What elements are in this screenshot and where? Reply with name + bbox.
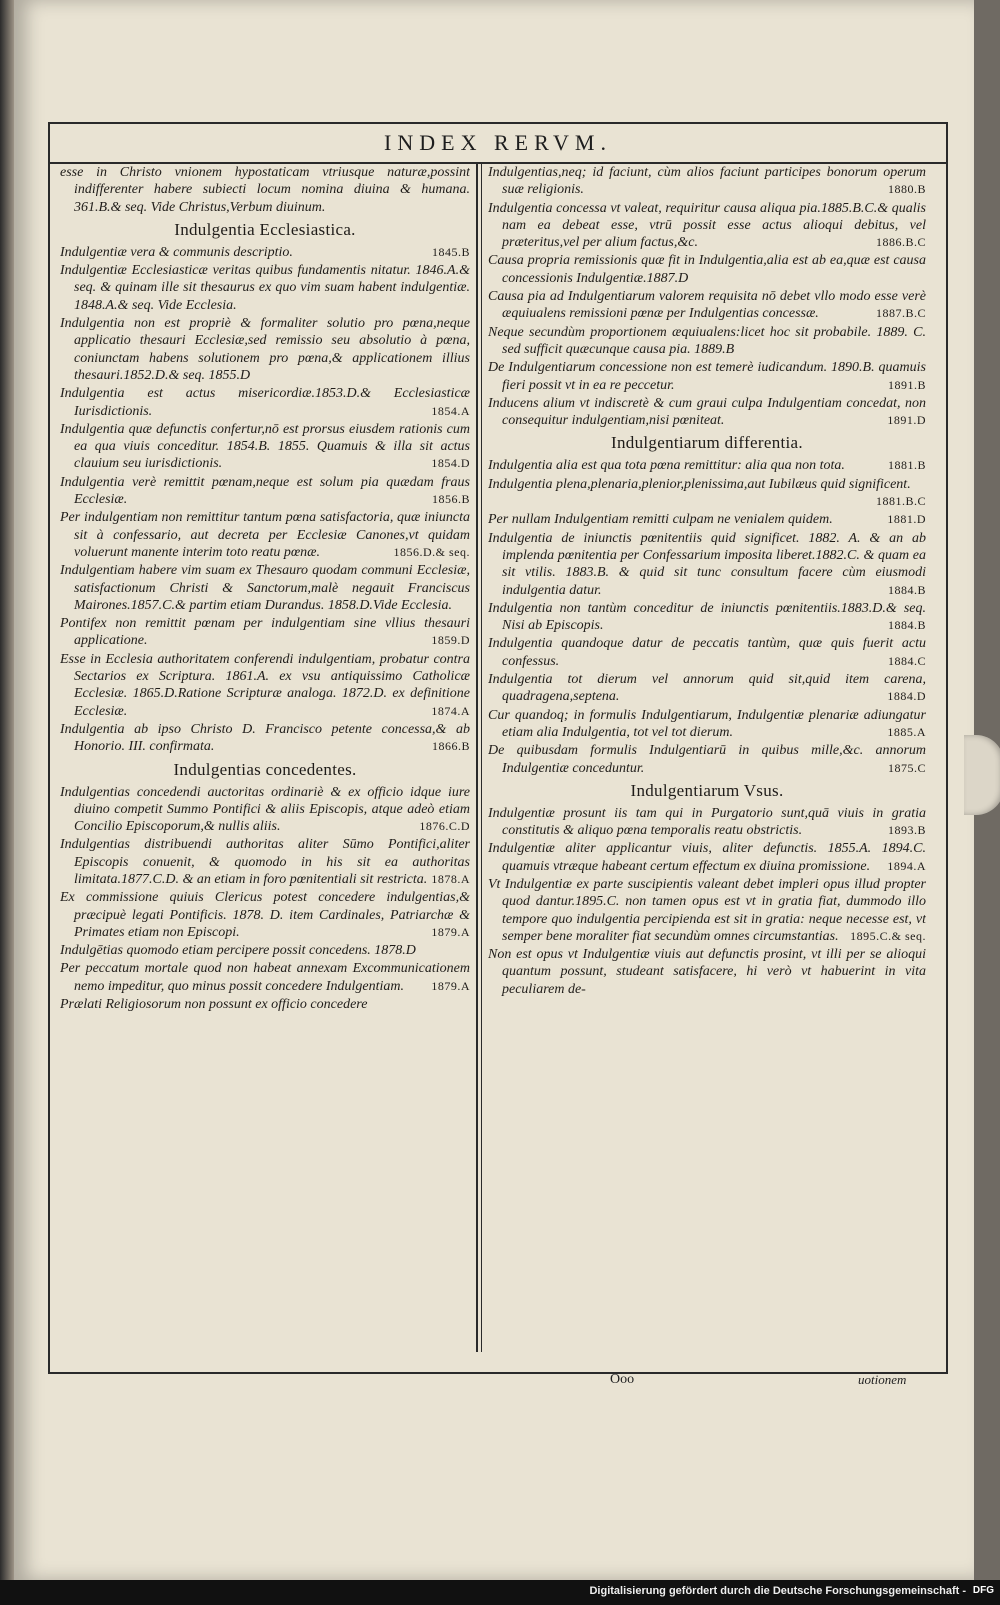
entry-text: Causa pia ad Indulgentiarum valorem requisita nō debet vllo modo esse verè æquiualens remissioni pœnæ per Indulgentias concessæ. (488, 289, 926, 322)
right-column (488, 164, 926, 1352)
section-heading: Indulgentias concedentes. (173, 759, 357, 779)
entry-text: esse in Christo vnionem hypostaticam vtriusque naturæ,possint indifferenter habere subiecti locum nomina diuina & humana. 361.B.& seq. Vide Christus,Verbum diuinum. (60, 165, 470, 215)
entry-reference: 1875.C (887, 760, 926, 775)
section-heading: Indulgentia Ecclesiastica. (174, 219, 356, 239)
entry-reference: 1854.D (431, 456, 470, 471)
entry-reference: 1845.B (431, 244, 470, 259)
index-entry (488, 707, 926, 742)
index-entry (488, 288, 926, 323)
entry-text: Indulgentias distribuendi authoritas aliter Sūmo Pontifici,aliter Episcopis conuenit, & quomodo in his sit ea authoritas limitata.1877.C.D. & an etiam in foro pœnitentiali sit restricta. (60, 837, 470, 887)
index-entry (60, 509, 470, 561)
left-column (60, 164, 470, 1352)
entry-text: Indulgentia verè remittit pœnam,neque est solum pia quædam fraus Ecclesiæ. (60, 474, 470, 508)
entry-text: Inducens alium vt indiscretè & cum graui culpa Indulgentiam concedat, non consequitur indulgentiam,nisi pœniteat. (488, 395, 926, 429)
entry-reference: 1891.D (887, 413, 926, 428)
index-entry (488, 395, 926, 430)
entry-text: Per peccatum mortale quod non habeat annexam Excommunicationem nemo impeditur, quo minus possit concedere Indulgentiam. (60, 961, 470, 994)
entry-reference: 1879.A (431, 978, 470, 993)
signature-mark: Ooo (610, 1372, 635, 1387)
entry-text: Per nullam Indulgentiam remitti culpam ne venialem quidem. (488, 512, 833, 528)
catchword: uotionem (858, 1372, 907, 1387)
column-rule (476, 164, 478, 1352)
index-entry (488, 530, 926, 599)
entry-reference: 1881.B.C (875, 494, 926, 509)
index-entry (488, 457, 926, 474)
entry-reference: 1886.B.C (875, 235, 926, 250)
index-entry (60, 784, 470, 836)
index-entry (60, 164, 470, 216)
index-entry (488, 252, 926, 287)
page-title: INDEX RERVM. (384, 130, 612, 155)
index-entry (488, 164, 926, 199)
index-entry (60, 315, 470, 384)
index-entry (488, 476, 926, 511)
index-entry (488, 805, 926, 840)
entry-text: Indulgentia non est propriè & formaliter solutio pro pœna,neque applicatio thesauri Ecclesiæ,sed remissio seu absolutio à pœna, coniunctam habens solutionem pro pœna,& applicationem illius thesauri.1852.D.& seq. 1855.D (60, 316, 470, 383)
entry-text: Indulgentia de iniunctis pœnitentiis quid significet. 1882. A. & an ab implenda pœnitentia per Confessarium imposita liberet.1882.C. & quam ea sit vtilis. 1883.B. & quid sit tunc consultum facere cùm eiusmodi indulgentia datur. (488, 530, 926, 598)
index-entry (488, 840, 926, 875)
index-entry (488, 671, 926, 706)
index-entry (60, 996, 470, 1013)
entry-text: Indulgentiam habere vim suam ex Thesauro quodam communi Ecclesiæ, satisfactionum Christi & Sanctorum,malè negauit Franciscus Mairones.1857.C.& partim etiam Durandus. 1858.D.Vide Ecclesia. (60, 563, 470, 613)
entry-text: Cur quandoq; in formulis Indulgentiarum, Indulgentiæ plenariæ adiungatur etiam alia Indulgentia, tot vel tot dierum. (488, 707, 926, 740)
entry-text: Vt Indulgentiæ ex parte suscipientis valeant debet impleri opus illud propter quod dantur.1895.C. non tamen opus est vt in gratia fiat, dummodo illo tempore quo indulgentia percipienda est sit in gratia: neque necesse est, vt semper bene moraliter fiat secundùm omnes circumstantias. (488, 876, 926, 944)
index-entry (488, 511, 926, 528)
index-entry (488, 742, 926, 777)
entry-text: Per indulgentiam non remittitur tantum pœna satisfactoria, quæ iniuncta sit à confessario, aut decreta per Ecclesiæ Canones,vt quidam voluerunt manente interim toto reatu pœnæ. (60, 510, 470, 560)
entry-reference: 1893.B (887, 823, 926, 838)
index-entry (60, 385, 470, 420)
text-frame (48, 122, 948, 1374)
entry-reference: 1856.B (431, 492, 470, 507)
entry-text: Prælati Religiosorum non possunt ex officio concedere (60, 997, 368, 1013)
index-entry (488, 324, 926, 359)
entry-text: Indulgentia quæ defunctis confertur,nō est prorsus eiusdem rationis cum ea qua viuis conceditur. 1854.B. 1855. Quamuis & illa sit actus clauium seu iurisdictionis. (60, 421, 470, 472)
entry-text: Pontifex non remittit pœnam per indulgentiam sine vllius thesauri applicatione. (60, 616, 470, 649)
entry-reference: 1885.A (887, 724, 926, 739)
entry-text: Indulgētias quomodo etiam percipere possit concedens. 1878.D (60, 943, 416, 959)
section-heading: Indulgentiarum Vsus. (630, 780, 784, 800)
entry-text: Indulgentiæ aliter applicantur viuis, aliter defunctis. 1855.A. 1894.C. quamuis vtræque habeant certum effectum ex diuina promissione. (488, 841, 926, 874)
entry-reference: 1854.A (431, 403, 470, 418)
index-entry (60, 474, 470, 509)
entry-reference: 1880.B (887, 182, 926, 197)
entry-reference: 1866.B (431, 739, 470, 754)
entry-reference: 1884.C (887, 653, 926, 668)
entry-text: De quibusdam formulis Indulgentiarū in quibus mille,&c. annorum Indulgentiæ conceduntur. (488, 743, 926, 776)
entry-text: Indulgentia ab ipso Christo D. Francisco petente concessa,& ab Honorio. III. confirmata. (60, 721, 470, 755)
index-entry (60, 651, 470, 720)
entry-reference: 1879.A (431, 924, 470, 939)
index-entry (60, 421, 470, 473)
index-entry (488, 876, 926, 945)
entry-reference: 1878.A (431, 871, 470, 886)
entry-reference: 1859.D (431, 633, 470, 648)
index-entry (488, 635, 926, 670)
entry-reference: 1884.B (887, 618, 926, 633)
entry-text: Indulgentia concessa vt valeat, requiritur causa aliqua pia.1885.B.C.& qualis nam ea debeat esse, vtrū possit esse actus alioqui debitus, vel præteritus,vel per alium factus,&c. (488, 200, 926, 251)
index-entry (60, 721, 470, 756)
index-entry (60, 889, 470, 941)
entry-text: Ex commissione quiuis Clericus potest concedere indulgentias,& præcipuè legati Pontificis. 1878. D. item Cardinales, Patriarchæ & Primates etiam non Episcopi. (60, 890, 470, 940)
entry-reference: 1891.B (887, 377, 926, 392)
entry-reference: 1894.A (887, 858, 926, 873)
entry-text: Esse in Ecclesia authoritatem conferendi indulgentiam, probatur contra Sectarios ex Scriptura. 1861.A. ex vsu antiquissimo Catholicæ Ecclesiæ. 1865.D.Ratione Scripturæ analoga. 1872.D. ex definitione Ecclesiæ. (60, 651, 470, 719)
index-entry (60, 960, 470, 995)
index-entry (60, 262, 470, 314)
index-entry (60, 244, 470, 261)
digitization-credit-bar (0, 1580, 1000, 1605)
entry-text: Neque secundùm proportionem æquiualens:licet hoc sit probabile. 1889. C. sed sufficit quæcunque causa pia. 1889.B (488, 324, 926, 357)
entry-text: Causa propria remissionis quæ fit in Indulgentia,alia est ab ea,quæ est causa concessionis Indulgentiæ.1887.D (488, 253, 926, 286)
index-entry (60, 836, 470, 888)
entry-text: Indulgentiæ vera & communis descriptio. (60, 244, 293, 260)
entry-text: Indulgentia non tantùm conceditur de iniunctis pœnitentiis.1883.D.& seq. Nisi ab Episcopis. (488, 600, 926, 634)
entry-text: Indulgentiæ Ecclesiasticæ veritas quibus fundamentis nitatur. 1846.A.& seq. & quinam ille sit thesaurus ex quo vim suam habent indulgentiæ. 1848.A.& seq. Vide Ecclesia. (60, 263, 470, 313)
index-entry (60, 615, 470, 650)
entry-reference: 1874.A (431, 703, 470, 718)
entry-reference: 1856.D.& seq. (393, 544, 470, 559)
index-entry (488, 200, 926, 252)
entry-text: Indulgentiæ prosunt iis tam qui in Purgatorio sunt,quā viuis in gratia constitutis & aliquo pœna temporalis reatu obstrictis. (488, 805, 926, 839)
entry-text: Indulgentias,neq; id faciunt, cùm alios faciunt participes bonorum operum suæ religionis. (488, 165, 926, 198)
entry-reference: 1895.C.& seq. (850, 928, 926, 943)
entry-text: Indulgentia quandoque datur de peccatis tantùm, quæ quis fuerit actu confessus. (488, 636, 926, 669)
entry-text: Indulgentia alia est qua tota pœna remittitur: alia qua non tota. (488, 458, 845, 474)
running-header (50, 124, 946, 164)
entry-text: Indulgentia tot dierum vel annorum quid sit,quid item carena, quadragena,septena. (488, 672, 926, 705)
index-entry (60, 942, 470, 959)
credit-text: Digitalisierung gefördert durch die Deutsche Forschungsgemeinschaft - (589, 1585, 966, 1597)
entry-text: Non est opus vt Indulgentiæ viuis aut defunctis prosint, vt illi per se alioqui quantum possunt, studeant satisfacere, hi verò vt habuerint in vita peculiarem de- (488, 947, 926, 997)
index-entry (488, 946, 926, 998)
index-entry (60, 562, 470, 614)
entry-reference: 1876.C.D (419, 819, 470, 834)
entry-text: Indulgentias concedendi auctoritas ordinariè & ex officio idque iure diuino competit Summo Pontifici & aliis Episcopis, atque adeò etiam Concilio Episcoporum,& nullis aliis. (60, 784, 470, 835)
entry-text: Indulgentia est actus misericordiæ.1853.D.& Ecclesiasticæ Iurisdictionis. (60, 386, 470, 419)
entry-text: De Indulgentiarum concessione non est temerè iudicandum. 1890.B. quamuis fieri possit vt in ea re peccetur. (488, 360, 926, 393)
index-entry (488, 600, 926, 635)
column-rule (481, 164, 482, 1352)
entry-reference: 1884.B (887, 582, 926, 597)
page-tab (964, 735, 1000, 815)
index-entry (488, 359, 926, 394)
entry-reference: 1884.D (887, 689, 926, 704)
entry-reference: 1881.B (887, 458, 926, 473)
entry-text: Indulgentia plena,plenaria,plenior,plenissima,aut Iubilæus quid significent. (488, 476, 911, 492)
dfg-logo: DFG (972, 1585, 994, 1596)
entry-reference: 1881.D (887, 512, 926, 527)
section-heading: Indulgentiarum differentia. (611, 433, 803, 453)
entry-reference: 1887.B.C (875, 306, 926, 321)
